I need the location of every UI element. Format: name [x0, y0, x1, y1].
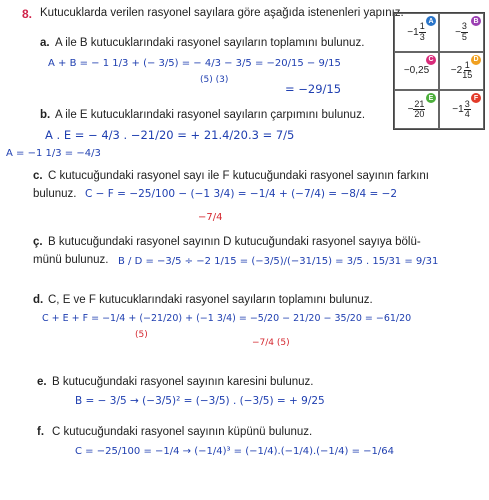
part-d-label: d.	[33, 294, 44, 306]
cell-a-whole: −1	[407, 26, 419, 38]
cell-f-whole: −1	[452, 103, 464, 115]
part-a-work-line3: = −29/15	[285, 82, 342, 96]
part-e-text: B kutucuğundaki rasyonel sayının karesini bulunuz.	[52, 376, 314, 388]
part-cedilla-text2: münü bulunuz.	[33, 254, 109, 266]
rational-number-grid	[393, 12, 485, 130]
part-f-label: f.	[37, 426, 45, 438]
badge-e: E	[426, 93, 436, 103]
part-a-work-line2: (5) (3)	[200, 75, 229, 85]
cell-f-fraction: $\frac{3}{4}$	[464, 98, 470, 119]
cell-d	[439, 52, 484, 91]
badge-b: B	[471, 16, 481, 26]
part-e-label: e.	[37, 376, 47, 388]
badge-a: A	[426, 16, 436, 26]
part-c-label: c.	[33, 170, 43, 182]
part-c-text: C kutucuğundaki rasyonel sayı ile F kutucuğundaki rasyonel sayının farkını	[48, 170, 429, 182]
part-b-text: A ile E kutucuklarındaki rasyonel sayıların çarpımını bulunuz.	[55, 109, 366, 121]
part-b-work-line2: A = −1 1/3 = −4/3	[6, 148, 101, 159]
cell-b	[439, 13, 484, 52]
part-c-work-line2: −7/4	[198, 212, 223, 223]
badge-d: D	[471, 55, 481, 65]
part-d-text: C, E ve F kutucuklarındaki rasyonel sayıların toplamını bulunuz.	[48, 294, 373, 306]
cell-e-fraction: $\frac{21}{20}$	[414, 98, 425, 119]
part-c-text2: bulunuz.	[33, 188, 77, 200]
part-f-work-line1: C = −25/100 = −1/4 → (−1/4)³ = (−1/4).(−1/4).(−1/4) = −1/64	[75, 446, 394, 457]
cell-d-whole: −2	[450, 65, 463, 77]
part-b-label: b.	[40, 109, 51, 121]
badge-f: F	[471, 93, 481, 103]
cell-b-fraction: $\frac{3}{5}$	[461, 21, 467, 42]
part-d-work-line1: C + E + F = −1/4 + (−21/20) + (−1 3/4) = −5/20 − 21/20 − 35/20 = −61/20	[42, 313, 412, 324]
cell-d-fraction: $\frac{1}{15}$	[462, 59, 473, 81]
question-text: Kutucuklarda verilen rasyonel sayılara göre aşağıda istenenleri yapınız.	[40, 7, 404, 19]
part-e-work-line1: B = − 3/5 → (−3/5)² = (−3/5) . (−3/5) = + 9/25	[75, 395, 325, 407]
part-a-text: A ile B kutucuklarındaki rasyonel sayıların toplamını bulunuz.	[55, 37, 365, 49]
part-cedilla-label: ç.	[33, 236, 43, 248]
cell-c-value: −0,25	[403, 65, 430, 77]
part-cedilla-work-line1: B / D = −3/5 ÷ −2 1/15 = (−3/5)/(−31/15) = 3/5 . 15/31 = 9/31	[118, 256, 439, 267]
cell-b-whole: −	[455, 26, 461, 38]
part-a-label: a.	[40, 37, 50, 49]
part-c-work-line1: C − F = −25/100 − (−1 3/4) = −1/4 + (−7/4) = −8/4 = −2	[85, 188, 398, 200]
part-d-work-line3: −7/4 (5)	[252, 338, 290, 348]
part-f-text: C kutucuğundaki rasyonel sayının küpünü bulunuz.	[52, 426, 313, 438]
cell-f	[439, 90, 484, 129]
question-number: 8.	[22, 7, 33, 21]
cell-e	[394, 90, 439, 129]
part-cedilla-text: B kutucuğundaki rasyonel sayının D kutucuğundaki rasyonel sayıya bölü-	[48, 236, 421, 248]
cell-c	[394, 52, 439, 91]
badge-c: C	[426, 55, 436, 65]
part-b-work-line1: A . E = − 4/3 . −21/20 = + 21.4/20.3 = 7/5	[45, 128, 295, 142]
cell-a-fraction: $\frac{1}{3}$	[419, 21, 425, 42]
part-d-work-line2: (5)	[135, 330, 148, 340]
cell-e-whole: −	[407, 103, 414, 115]
cell-a	[394, 13, 439, 52]
part-a-work-line1: A + B = − 1 1/3 + (− 3/5) = − 4/3 − 3/5 = −20/15 − 9/15	[48, 58, 341, 69]
